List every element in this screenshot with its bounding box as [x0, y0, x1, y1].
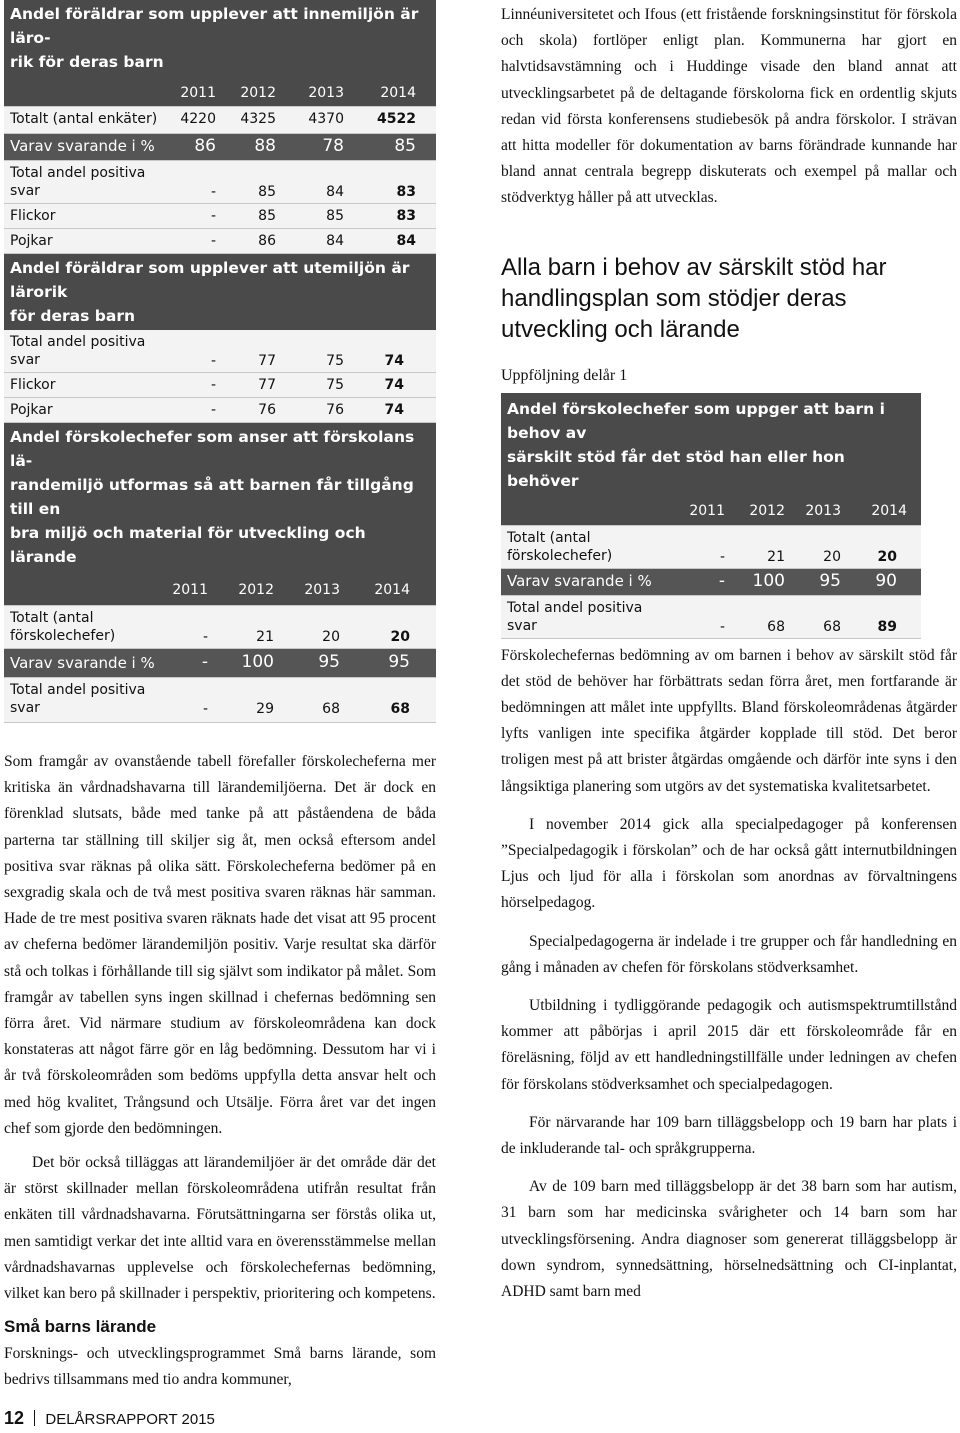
cell: - — [210, 402, 216, 418]
cell: 75 — [326, 377, 344, 393]
row-label-line: Totalt (antal — [10, 610, 94, 626]
row-label-line: svar — [507, 617, 537, 634]
cell: 74 — [384, 377, 404, 393]
table-parents-indoor — [4, 0, 436, 254]
table-title — [501, 393, 921, 497]
cell: 4370 — [308, 111, 344, 127]
cell: 74 — [384, 402, 404, 418]
year-2013: 2013 — [304, 582, 340, 598]
followup-label: Uppföljning delår 1 — [501, 366, 628, 384]
row-label — [10, 164, 145, 200]
year-2011: 2011 — [180, 85, 216, 101]
table-parents-outdoor — [4, 254, 436, 423]
cell: - — [210, 353, 216, 369]
table-title-line: för deras barn — [10, 307, 135, 325]
cell: 88 — [254, 136, 276, 156]
cell: 100 — [241, 652, 274, 672]
cell: - — [719, 548, 725, 565]
row-label-line: Total andel positiva — [10, 165, 146, 181]
body-paragraph: Som framgår av ovanstående tabell förefaller förskolecheferna mer kritiska än vårdnadshavarna till lärandemiljöerna. Det är dock en förenklad slutsats, både med tanke på att påståendena de båda parterna tar ställning till skiljer sig åt, men också eftersom andel positiva svar räknas på olika sätt. Förskolecheferna bedömer på en sexgradig skala och de två mest positiva svaren räknas här samman. Hade de tre mest positiva svaren räknats hade det visat att 95 procent av cheferna bedömer lärandemiljön positiv. Varje resultat ska därför stå och tolkas i förhållande till sig självt som indikator på målet. Som framgår av tabellen syns ingen skillnad i chefernas bedömning sen förra året. Vid närmare studium av förskoleområdena kan dock konstateras att något färre gör en låg bedömning. Dessutom har vi i år två förskoleområden som bedöms uppfylla detta ansvar helt och med hög kvalitet, Trångsund och Utsälje. Förra året var det ingen chef som gjorde den bedömningen. — [4, 753, 436, 1137]
body-paragraph: Förskolechefernas bedömning av om barnen i behov av särskilt stöd får det stöd de behöver har förbättrats sedan förra året, men fortfarande är bedömningen att målet inte uppfyllts. Bland förskoleområdenas åtgärder lyfts vanligen inte specifika åtgärder kopplade till stöd. Det beror troligen mest på att brister åtgärdas omgående och därför inte syns i den långsiktiga planering som utgörs av det systematiska kvalitetsarbetet. — [501, 646, 957, 795]
row-label-line: förskolechefer) — [507, 547, 613, 564]
cell: 84 — [326, 184, 344, 200]
footer-separator — [34, 1410, 35, 1426]
page-footer — [4, 1408, 215, 1429]
cell: 4220 — [180, 111, 216, 127]
table-title-line: Andel föräldrar som upplever att innemiljön är lärо- — [10, 5, 419, 47]
row-label: Varav svarande i % — [10, 654, 155, 672]
row-label: Flickor — [10, 208, 56, 224]
year-2012: 2012 — [749, 502, 785, 519]
row-label — [507, 599, 642, 635]
table-row — [4, 398, 436, 423]
row-label: Pojkar — [10, 402, 53, 418]
table-row — [4, 229, 436, 254]
left-column — [4, 0, 436, 1394]
table-title-line: bra miljö och material för utveckling och lärande — [10, 524, 366, 566]
cell: 74 — [384, 353, 404, 369]
row-label — [507, 529, 612, 565]
row-label — [10, 333, 145, 369]
row-label-line: Total andel positiva — [10, 334, 146, 350]
cell: 86 — [258, 233, 276, 249]
section-heading: Små barns lärande — [4, 1317, 157, 1337]
row-label-line: Total andel positiva — [507, 599, 643, 616]
cell: - — [719, 618, 725, 635]
cell: 84 — [326, 233, 344, 249]
row-label-line: Total andel positiva — [10, 682, 146, 698]
body-paragraph: För närvarande har 109 barn tilläggsbelopp och 19 barn har plats i de inkluderande tal- och språkgrupperna. — [501, 1113, 957, 1158]
cell: 20 — [877, 548, 897, 565]
body-paragraph: Utbildning i tydliggörande pedagogik och autismspektrumtillstånd kommer att påbörjas i april 2015 där ett förskoleområde får en föreläsning, följd av ett handledningstillfälle under ledningen av chefen för förskolans stödverksamhet och specialpedagogen. — [501, 997, 957, 1093]
table-special-support — [501, 393, 921, 639]
cell: 90 — [875, 570, 897, 591]
year-2012: 2012 — [238, 582, 274, 598]
cell: 4522 — [377, 111, 416, 127]
table-title-line: rik för deras barn — [10, 53, 164, 71]
table-row — [4, 134, 436, 161]
row-label: Flickor — [10, 377, 56, 393]
cell: 20 — [823, 548, 841, 565]
row-label: Varav svarande i % — [507, 571, 652, 590]
cell: 76 — [258, 402, 276, 418]
cell: - — [210, 377, 216, 393]
row-label-line: svar — [10, 700, 40, 716]
table-year-row — [4, 575, 436, 606]
cell: 20 — [390, 629, 410, 645]
cell: 95 — [388, 652, 410, 672]
cell: 78 — [322, 136, 344, 156]
year-2011: 2011 — [689, 502, 725, 519]
table-title-line: Andel föräldrar som upplever att utemiljön är lärorik — [10, 259, 410, 301]
page-heading: Alla barn i behov av särskilt stöd har handlingsplan som stödjer deras utveckling och lärande — [501, 253, 887, 343]
cell: 84 — [396, 233, 416, 249]
body-paragraph: Av de 109 barn med tilläggsbelopp är det 38 barn som har autism, 31 barn som har medicinska svårigheter och 14 barn som har utvecklingsförsening. Andra diagnoser som genererat tilläggsbelopp är down syndrom, synnedsättning, hörselnedsättning och CI-inplantat, ADHD samt barn med — [501, 1178, 957, 1301]
cell: 68 — [390, 701, 410, 717]
table-row — [4, 649, 436, 678]
year-2012: 2012 — [240, 85, 276, 101]
row-label — [10, 609, 115, 645]
cell: 100 — [752, 570, 785, 591]
body-paragraph: Specialpedagogerna är indelade i tre grupper och får handledning en gång i månaden av chefen för förskolans stödverksamhet. — [501, 932, 957, 976]
row-label-line: svar — [10, 183, 40, 199]
year-2013: 2013 — [308, 85, 344, 101]
cell: 85 — [394, 136, 416, 156]
year-2014: 2014 — [374, 582, 410, 598]
table-row — [4, 678, 436, 723]
body-paragraph: I november 2014 gick alla specialpedagoger på konferensen ”Specialpedagogik i förskolan” och de har också gått internutbildningen Ljus och ljud för alla i förskolan som anordnas av förvaltningens hörselpedagog. — [501, 815, 957, 912]
table-title-line: randemiljö utformas så att barnen får tillgång till en — [10, 476, 414, 518]
cell: 77 — [258, 353, 276, 369]
cell: 89 — [877, 618, 897, 635]
table-row — [4, 161, 436, 204]
table-row — [501, 596, 921, 639]
body-paragraph: Forsknings- och utvecklingsprogrammet Små barns lärande, som bedrivs tillsammans med tio andra kommuner, — [4, 1345, 436, 1389]
cell: - — [210, 208, 216, 224]
table-row — [501, 569, 921, 596]
table-row — [4, 373, 436, 398]
cell: 85 — [258, 184, 276, 200]
cell: 76 — [326, 402, 344, 418]
table-title — [4, 0, 436, 76]
body-paragraph: Det bör också tilläggas att lärandemiljöer är det område där det är störst skillnader mellan förskoleområdena utifrån resultat från enkäten till vårdnadshavarna. Förutsättningarna ser förstås olika ut, men samtidigt verkar det inte alltid vara en överensstämmelse mellan vårdnadshavarnas upplevelse och förskolechefernas bedömning, vilket kan bero på skillnader i perspektiv, prioritering och kompetens. — [4, 1154, 436, 1303]
year-2014: 2014 — [871, 502, 907, 519]
cell: - — [718, 570, 725, 591]
cell: 85 — [326, 208, 344, 224]
table-year-row — [4, 76, 436, 107]
row-label: Varav svarande i % — [10, 137, 155, 155]
table-row — [4, 330, 436, 373]
table-principals-learning-env — [4, 423, 436, 723]
cell: 95 — [819, 570, 841, 591]
cell: 4325 — [240, 111, 276, 127]
cell: - — [210, 184, 216, 200]
cell: - — [202, 701, 208, 717]
table-row — [4, 204, 436, 229]
cell: 83 — [396, 184, 416, 200]
row-label: Pojkar — [10, 233, 53, 249]
page-number: 12 — [4, 1408, 25, 1428]
table-row — [4, 606, 436, 649]
body-paragraph: Linnéuniversitetet och Ifous (ett fristående forskningsinstitut för förskola och skola) fortlöper enligt plan. Kommunerna har gjort en halvtidsavstämning och i Huddinge visade den bland annat att utvecklingsarbetet på de deltagande förskolorna fick en ordentlig skjuts redan vid första konferensens studiebesök på andra förskolor. I strävan att hitta modeller för dokumentation av barns förändrade kunnande har bland annat centrala begrepp diskuterats och exempel på mallar och stödverktyg håller på att utvecklas. — [501, 6, 957, 207]
row-label-line: förskolechefer) — [10, 628, 116, 644]
table-title — [4, 254, 436, 330]
cell: 75 — [326, 353, 344, 369]
cell: 86 — [194, 136, 216, 156]
cell: - — [202, 629, 208, 645]
cell: 85 — [258, 208, 276, 224]
year-2013: 2013 — [805, 502, 841, 519]
table-row — [501, 526, 921, 569]
cell: 68 — [322, 701, 340, 717]
table-title-line: Andel förskolechefer som anser att förskolans lä- — [10, 428, 415, 470]
table-year-row — [501, 497, 921, 526]
row-label — [10, 681, 145, 717]
cell: 68 — [823, 618, 841, 635]
row-label: Totalt (antal enkäter) — [10, 111, 158, 127]
right-column — [501, 0, 957, 1305]
cell: 21 — [767, 548, 785, 565]
cell: - — [201, 652, 208, 672]
cell: 29 — [256, 701, 274, 717]
cell: 20 — [322, 629, 340, 645]
cell: 77 — [258, 377, 276, 393]
year-2014: 2014 — [380, 85, 416, 101]
cell: 95 — [318, 652, 340, 672]
table-title-line: särskilt stöd får det stöd han eller hon behöver — [507, 447, 845, 490]
year-2011: 2011 — [172, 582, 208, 598]
cell: - — [210, 233, 216, 249]
report-name: DELÅRSRAPPORT 2015 — [45, 1411, 215, 1428]
table-row — [4, 107, 436, 134]
cell: 68 — [767, 618, 785, 635]
row-label-line: Totalt (antal — [507, 529, 591, 546]
cell: 21 — [256, 629, 274, 645]
table-title — [4, 423, 436, 575]
cell: 83 — [396, 208, 416, 224]
table-title-line: Andel förskolechefer som uppger att barn i behov av — [507, 399, 885, 442]
row-label-line: svar — [10, 352, 40, 368]
